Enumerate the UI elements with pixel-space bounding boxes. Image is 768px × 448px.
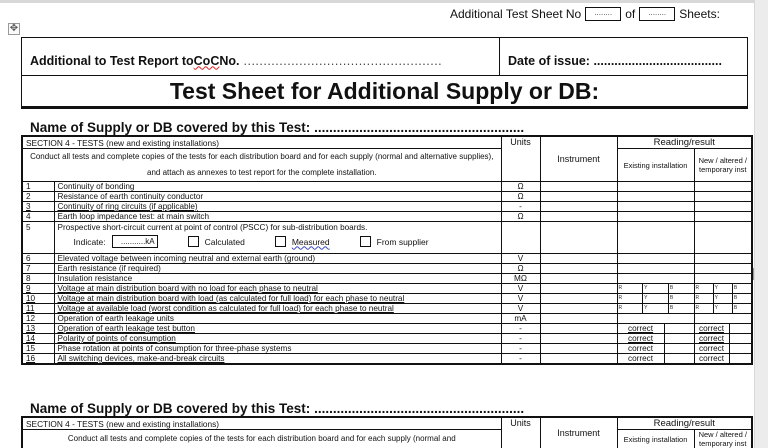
row-unit: V: [501, 304, 540, 314]
section-instructions: Conduct all tests and complete copies of the tests for each distribution board and for each supply (normal and alternative supplies), and attach as annexes to test report for the complete installation.: [22, 149, 501, 182]
table-row-pscc: [22, 222, 752, 254]
col-new-header: New / altered / temporary inst: [694, 149, 752, 182]
tests-table: [21, 135, 753, 365]
section-title: SECTION 4 - TESTS (new and existing installations): [22, 417, 501, 430]
new-phase-cells[interactable]: R Y B: [694, 304, 752, 314]
supply-dots: ........................................................: [314, 120, 525, 135]
sheet-no-field[interactable]: ........: [585, 7, 621, 21]
col-reading-header: Reading/result: [617, 136, 752, 149]
instrument-cell[interactable]: [540, 202, 617, 212]
page-title: Test Sheet for Additional Supply or DB:: [169, 78, 600, 104]
row-number: 15: [22, 344, 54, 354]
calculated-checkbox[interactable]: [188, 236, 199, 247]
table-row: [22, 294, 752, 304]
table-row: [22, 324, 752, 334]
existing-result-cell[interactable]: correct: [617, 354, 694, 365]
table-row: [22, 334, 752, 344]
col-reading-header: Reading/result: [617, 417, 752, 430]
existing-cell[interactable]: [617, 314, 694, 324]
row-number: 9: [22, 284, 54, 294]
ka-input[interactable]: ...........kA: [112, 235, 158, 248]
row-unit: MΩ: [501, 274, 540, 284]
row-description: Operation of earth leakage units: [54, 314, 501, 324]
col-instrument-header: Instrument: [540, 417, 617, 448]
coc-abbrev: CoC: [193, 53, 220, 68]
calculated-label: Calculated: [204, 236, 245, 247]
instrument-cell[interactable]: [540, 222, 617, 254]
date-dots: .....................................: [593, 53, 722, 68]
row-description: Continuity of ring circuits (if applicable): [54, 202, 501, 212]
measured-checkbox[interactable]: [275, 236, 286, 247]
new-cell[interactable]: [694, 274, 752, 284]
report-header-table: [21, 37, 748, 109]
row-number: 2: [22, 192, 54, 202]
from-supplier-checkbox[interactable]: [360, 236, 371, 247]
supply-label: Name of Supply or DB covered by this Test:: [30, 120, 311, 135]
row-unit: Ω: [501, 192, 540, 202]
row-description: Voltage at available load (worst condition as calculated for full load) for each phase to neutral: [54, 304, 501, 314]
new-cell[interactable]: [694, 314, 752, 324]
row-number: 6: [22, 254, 54, 264]
instrument-cell[interactable]: [540, 192, 617, 202]
row-unit: Ω: [501, 182, 540, 192]
row-description: Continuity of bonding: [54, 182, 501, 192]
new-cell[interactable]: [694, 182, 752, 192]
existing-phase-cells[interactable]: R Y B: [617, 284, 694, 294]
date-of-issue-field[interactable]: [500, 38, 747, 75]
instrument-cell[interactable]: [540, 264, 617, 274]
row-number: 10: [22, 294, 54, 304]
of-label: of: [625, 7, 636, 21]
table-row: [22, 314, 752, 324]
table-row: [22, 284, 752, 294]
row-unit: -: [501, 324, 540, 334]
row-unit: -: [501, 334, 540, 344]
row-unit: -: [501, 344, 540, 354]
col-instrument-header: Instrument: [540, 136, 617, 182]
coc-label: Additional to Test Report to: [30, 53, 194, 68]
instrument-cell[interactable]: [540, 182, 617, 192]
new-result-cell[interactable]: correct: [694, 354, 752, 365]
row-description: Resistance of earth continuity conductor: [54, 192, 501, 202]
row-description: Polarity of points of consumption: [54, 334, 501, 344]
instrument-cell[interactable]: [540, 324, 617, 334]
supply-name-line-2[interactable]: [30, 401, 524, 416]
tests-table-2: [21, 416, 753, 448]
row-number: 4: [22, 212, 54, 222]
existing-cell[interactable]: [617, 182, 694, 192]
instrument-cell[interactable]: [540, 274, 617, 284]
col-existing-header: Existing installation: [617, 149, 694, 182]
coc-number-field[interactable]: [22, 38, 500, 75]
window-edge: [0, 0, 768, 3]
section-title: SECTION 4 - TESTS (new and existing installations): [22, 136, 501, 149]
existing-cell[interactable]: [617, 192, 694, 202]
new-result-cell[interactable]: correct: [694, 334, 752, 344]
row-unit: V: [501, 294, 540, 304]
table-row: [22, 304, 752, 314]
table-row: [22, 354, 752, 365]
supply-dots: ........................................................: [314, 401, 525, 416]
new-cell[interactable]: [694, 222, 752, 254]
pscc-description: Prospective short-circuit current at point of control (PSCC) for sub-distribution boards.: [57, 223, 368, 232]
row-description: Earth loop impedance test: at main switch: [54, 212, 501, 222]
col-existing-header: Existing installation: [617, 430, 694, 448]
existing-cell[interactable]: [617, 254, 694, 264]
existing-cell[interactable]: [617, 264, 694, 274]
row-number: 16: [22, 354, 54, 365]
table-move-handle-icon[interactable]: ✥: [9, 23, 19, 34]
row-description: Voltage at main distribution board with no load for each phase to neutral: [54, 284, 501, 294]
section-instructions: Conduct all tests and complete copies of the tests for each distribution board and for each supply (normal and: [22, 430, 501, 448]
row-description: [54, 222, 501, 254]
row-number: 11: [22, 304, 54, 314]
row-unit: V: [501, 254, 540, 264]
new-result-cell[interactable]: correct: [694, 324, 752, 334]
indicate-label: Indicate:: [73, 236, 106, 247]
new-cell[interactable]: [694, 192, 752, 202]
row-unit: Ω: [501, 264, 540, 274]
instrument-cell[interactable]: [540, 304, 617, 314]
row-description: Phase rotation at points of consumption for three-phase systems: [54, 344, 501, 354]
row-description: Operation of earth leakage test button: [54, 324, 501, 334]
existing-cell[interactable]: [617, 212, 694, 222]
row-number: 1: [22, 182, 54, 192]
new-phase-cells[interactable]: R Y B: [694, 294, 752, 304]
table-row: [22, 212, 752, 222]
table-row: [22, 264, 752, 274]
new-phase-cells[interactable]: R Y B: [694, 284, 752, 294]
sheet-total-field[interactable]: ........: [639, 7, 675, 21]
table-row: [22, 202, 752, 212]
row-description: Earth resistance (if required): [54, 264, 501, 274]
sheets-label: Sheets:: [679, 7, 720, 21]
supply-name-line[interactable]: [30, 120, 524, 135]
row-unit: -: [501, 202, 540, 212]
row-description: Elevated voltage between incoming neutral and external earth (ground): [54, 254, 501, 264]
table-row: [22, 344, 752, 354]
existing-result-cell[interactable]: correct: [617, 334, 694, 344]
row-unit: Ω: [501, 212, 540, 222]
row-number: 8: [22, 274, 54, 284]
instrument-cell[interactable]: [540, 314, 617, 324]
existing-cell[interactable]: [617, 274, 694, 284]
row-description: All switching devices, make-and-break circuits: [54, 354, 501, 365]
existing-result-cell[interactable]: correct: [617, 344, 694, 354]
new-cell[interactable]: [694, 212, 752, 222]
existing-cell[interactable]: [617, 222, 694, 254]
coc-dots: ..................................................: [243, 53, 443, 68]
existing-cell[interactable]: [617, 202, 694, 212]
existing-phase-cells[interactable]: R Y B: [617, 304, 694, 314]
row-number: 12: [22, 314, 54, 324]
col-units-header: Units: [501, 136, 540, 182]
vertical-scrollbar[interactable]: [754, 0, 768, 448]
instrument-cell[interactable]: [540, 212, 617, 222]
row-unit: -: [501, 354, 540, 365]
table-row: [22, 254, 752, 264]
new-cell[interactable]: [694, 202, 752, 212]
row-number: 14: [22, 334, 54, 344]
row-unit: mA: [501, 314, 540, 324]
table-row: [22, 192, 752, 202]
row-unit: V: [501, 284, 540, 294]
instrument-cell[interactable]: [540, 284, 617, 294]
instrument-cell[interactable]: [540, 254, 617, 264]
from-supplier-label: From supplier: [376, 236, 429, 247]
row-number: 3: [22, 202, 54, 212]
supply-label: Name of Supply or DB covered by this Test:: [30, 401, 311, 416]
sheet-no-label: Additional Test Sheet No: [450, 7, 582, 21]
existing-result-cell[interactable]: correct: [617, 324, 694, 334]
date-label: Date of issue:: [508, 53, 590, 68]
table-row: [22, 274, 752, 284]
pscc-indicate-line: [58, 235, 498, 248]
instrument-cell[interactable]: [540, 294, 617, 304]
row-number: 7: [22, 264, 54, 274]
row-unit: [501, 222, 540, 254]
measured-label: Measured: [291, 236, 330, 247]
table-row: [22, 182, 752, 192]
sheet-number-line: [450, 7, 720, 21]
row-description: Insulation resistance: [54, 274, 501, 284]
instrument-cell[interactable]: [540, 344, 617, 354]
new-cell[interactable]: [694, 254, 752, 264]
col-new-header: New / altered / temporary inst: [694, 430, 752, 448]
new-cell[interactable]: [694, 264, 752, 274]
coc-label-post: No.: [219, 53, 240, 68]
row-description: Voltage at main distribution board with load (as calculated for full load) for each phase to neutral: [54, 294, 501, 304]
instrument-cell[interactable]: [540, 354, 617, 365]
col-units-header: Units: [501, 417, 540, 448]
row-number: 13: [22, 324, 54, 334]
existing-phase-cells[interactable]: R Y B: [617, 294, 694, 304]
instrument-cell[interactable]: [540, 334, 617, 344]
row-number: 5: [22, 222, 54, 254]
new-result-cell[interactable]: correct: [694, 344, 752, 354]
